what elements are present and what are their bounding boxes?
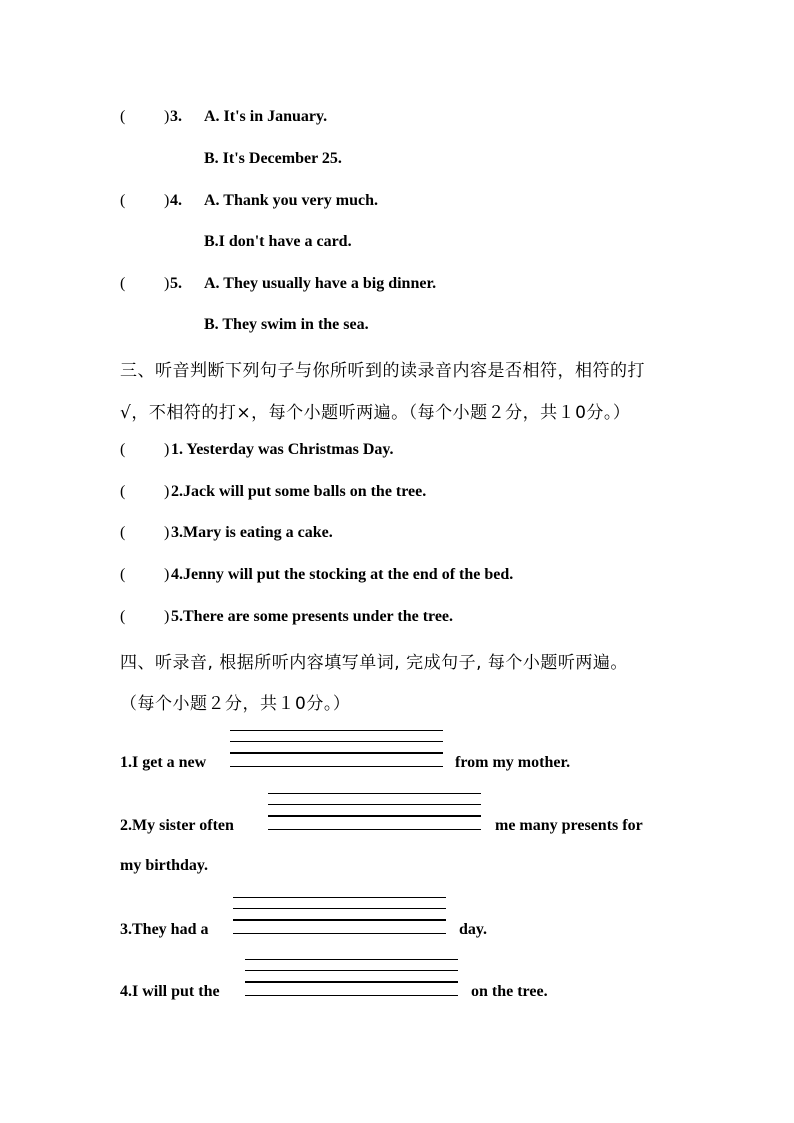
answer-paren-close: ) [164, 441, 170, 458]
answer-paren-open[interactable]: ( [120, 608, 126, 625]
sentence-after-blank: on the tree. [471, 983, 548, 1000]
answer-paren-close: ) [164, 524, 170, 541]
option-a: A. It's in January. [204, 108, 328, 125]
answer-paren-open[interactable]: ( [120, 275, 126, 292]
answer-paren-close: ) [164, 108, 170, 125]
section-3-heading-line1: 三、听音判断下列句子与你所听到的读录音内容是否相符，相符的打 [120, 361, 645, 381]
sentence-before-blank: 1.I get a new [120, 754, 207, 771]
statement-text: 2.Jack will put some balls on the tree. [171, 483, 427, 500]
fill-in-blank[interactable] [268, 791, 481, 831]
section-4-heading-line2: （每个小题２分，共１0分。） [120, 694, 351, 714]
answer-paren-close: ) [164, 192, 170, 209]
answer-paren-close: ) [164, 608, 170, 625]
question-number: 3. [170, 108, 182, 125]
statement-text: 1. Yesterday was Christmas Day. [171, 441, 394, 458]
answer-paren-open[interactable]: ( [120, 524, 126, 541]
sentence-before-blank: 2.My sister often [120, 817, 234, 834]
answer-paren-close: ) [164, 275, 170, 292]
fill-in-blank[interactable] [245, 957, 458, 997]
sentence-continuation: my birthday. [120, 857, 209, 874]
sentence-before-blank: 3.They had a [120, 921, 209, 938]
answer-paren-open[interactable]: ( [120, 192, 126, 209]
statement-text: 4.Jenny will put the stocking at the end of the bed. [171, 566, 514, 583]
answer-paren-close: ) [164, 566, 170, 583]
sentence-before-blank: 4.I will put the [120, 983, 220, 1000]
section-4-heading-line1: 四、听录音, 根据所听内容填写单词, 完成句子, 每个小题听两遍。 [120, 653, 628, 673]
sentence-after-blank: me many presents for [495, 817, 643, 834]
answer-paren-open[interactable]: ( [120, 566, 126, 583]
statement-text: 5.There are some presents under the tree. [171, 608, 454, 625]
section-3-heading-line2: √，不相符的打×，每个小题听两遍。（每个小题２分，共１0分。） [120, 403, 631, 423]
fill-in-blank[interactable] [233, 895, 446, 935]
option-b: B.I don't have a card. [204, 233, 352, 250]
sentence-after-blank: day. [459, 921, 488, 938]
statement-text: 3.Mary is eating a cake. [171, 524, 333, 541]
question-number: 5. [170, 275, 182, 292]
option-a: A. Thank you very much. [204, 192, 378, 209]
option-b: B. It's December 25. [204, 150, 342, 167]
question-number: 4. [170, 192, 182, 209]
option-a: A. They usually have a big dinner. [204, 275, 437, 292]
sentence-after-blank: from my mother. [455, 754, 571, 771]
answer-paren-open[interactable]: ( [120, 441, 126, 458]
answer-paren-open[interactable]: ( [120, 483, 126, 500]
answer-paren-close: ) [164, 483, 170, 500]
fill-in-blank[interactable] [230, 728, 443, 768]
answer-paren-open[interactable]: ( [120, 108, 126, 125]
option-b: B. They swim in the sea. [204, 316, 369, 333]
